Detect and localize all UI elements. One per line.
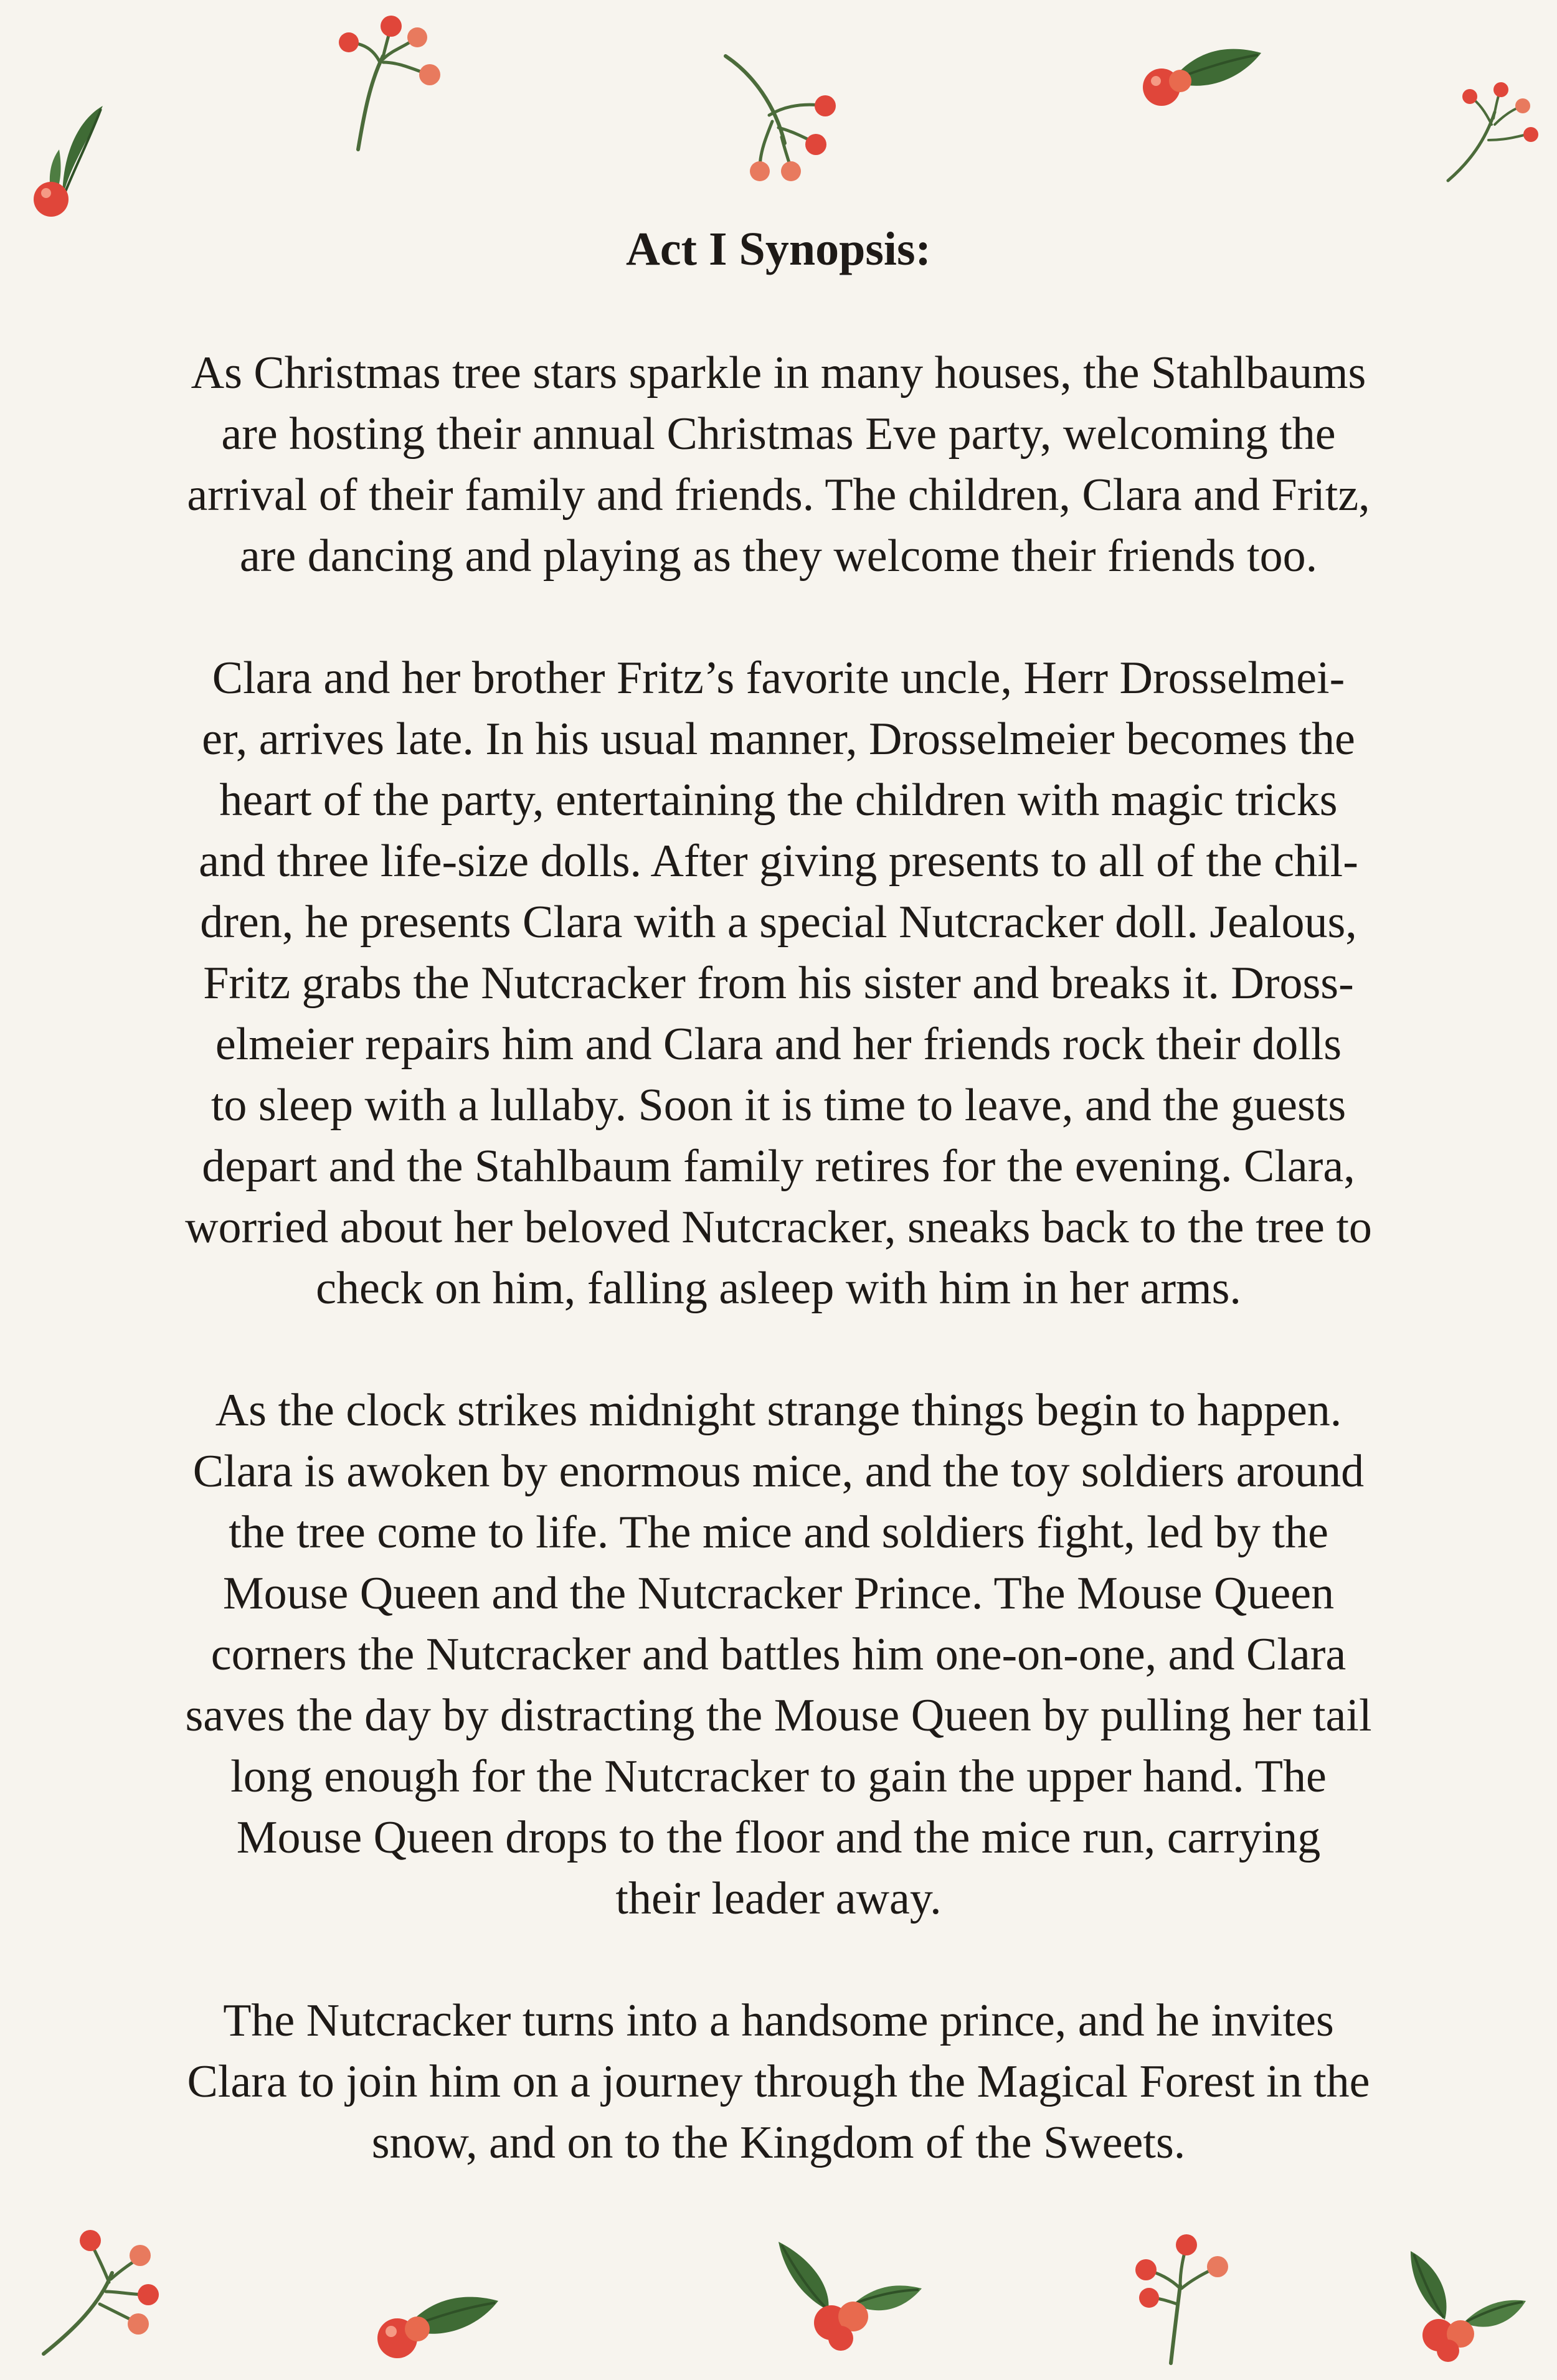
berry-sprig-icon bbox=[37, 2223, 174, 2360]
text-line: Fritz grabs the Nutcracker from his sister and breaks it. Dross- bbox=[203, 958, 1354, 1009]
berry-sprig-icon bbox=[330, 12, 455, 156]
text-line: elmeier repairs him and Clara and her friends rock their dolls bbox=[215, 1019, 1342, 1070]
holly-berry-icon bbox=[25, 93, 118, 224]
holly-berry-icon bbox=[367, 2267, 504, 2366]
berry-sprig-icon bbox=[716, 50, 853, 187]
text-line: Clara is awoken by enormous mice, and the toy soldiers around bbox=[192, 1446, 1365, 1497]
text-line: to sleep with a lullaby. Soon it is time to leave, and the guests bbox=[211, 1080, 1346, 1131]
paragraph-4 bbox=[75, 1990, 1482, 2173]
text-line: saves the day by distracting the Mouse Queen by pulling her tail bbox=[185, 1690, 1372, 1741]
text-line: er, arrives late. In his usual manner, Drosselmeier becomes the bbox=[202, 714, 1355, 765]
text-line: Clara to join him on a journey through the Magical Forest in the bbox=[187, 2056, 1370, 2107]
text-line: corners the Nutcracker and battles him one-on-one, and Clara bbox=[211, 1629, 1346, 1680]
text-line: depart and the Stahlbaum family retires for the evening. Clara, bbox=[202, 1141, 1355, 1192]
text-line: Clara and her brother Fritz’s favorite uncle, Herr Drosselmei- bbox=[212, 653, 1345, 704]
text-line: are hosting their annual Christmas Eve party, welcoming the bbox=[221, 408, 1336, 460]
berry-sprig-icon bbox=[1121, 2229, 1246, 2366]
text-line: Mouse Queen drops to the floor and the mice run, carrying bbox=[236, 1812, 1321, 1863]
paragraph-3 bbox=[75, 1380, 1482, 1929]
paragraph-1 bbox=[75, 342, 1482, 587]
text-line: the tree come to life. The mice and soldiers fight, led by the bbox=[229, 1507, 1328, 1558]
text-line: are dancing and playing as they welcome their friends too. bbox=[239, 531, 1318, 582]
page-title: Act I Synopsis: bbox=[626, 223, 931, 275]
text-line: As the clock strikes midnight strange things begin to happen. bbox=[215, 1385, 1342, 1436]
text-line: long enough for the Nutcracker to gain the upper hand. The bbox=[230, 1751, 1327, 1802]
text-line: their leader away. bbox=[615, 1873, 942, 1924]
text-line: and three life-size dolls. After giving presents to all of the chil- bbox=[199, 836, 1358, 887]
text-line: dren, he presents Clara with a special Nutcracker doll. Jealous, bbox=[200, 897, 1357, 948]
text-line: heart of the party, entertaining the children with magic tricks bbox=[219, 775, 1338, 826]
text-line: Mouse Queen and the Nutcracker Prince. The Mouse Queen bbox=[222, 1568, 1335, 1619]
berry-sprig-icon bbox=[1439, 81, 1545, 187]
text-line: check on him, falling asleep with him in her arms. bbox=[316, 1263, 1241, 1314]
text-line: worried about her beloved Nutcracker, sneaks back to the tree to bbox=[185, 1202, 1372, 1253]
holly-berry-icon bbox=[1395, 2242, 1532, 2366]
paragraph-2 bbox=[75, 648, 1482, 1319]
holly-berry-icon bbox=[1133, 25, 1271, 118]
holly-berry-icon bbox=[766, 2229, 928, 2354]
text-line: As Christmas tree stars sparkle in many houses, the Stahlbaums bbox=[191, 347, 1366, 399]
synopsis-content bbox=[75, 218, 1482, 2234]
text-line: snow, and on to the Kingdom of the Sweets. bbox=[371, 2117, 1186, 2168]
text-line: The Nutcracker turns into a handsome prince, and he invites bbox=[223, 1995, 1334, 2046]
text-line: arrival of their family and friends. The children, Clara and Fritz, bbox=[187, 470, 1370, 521]
